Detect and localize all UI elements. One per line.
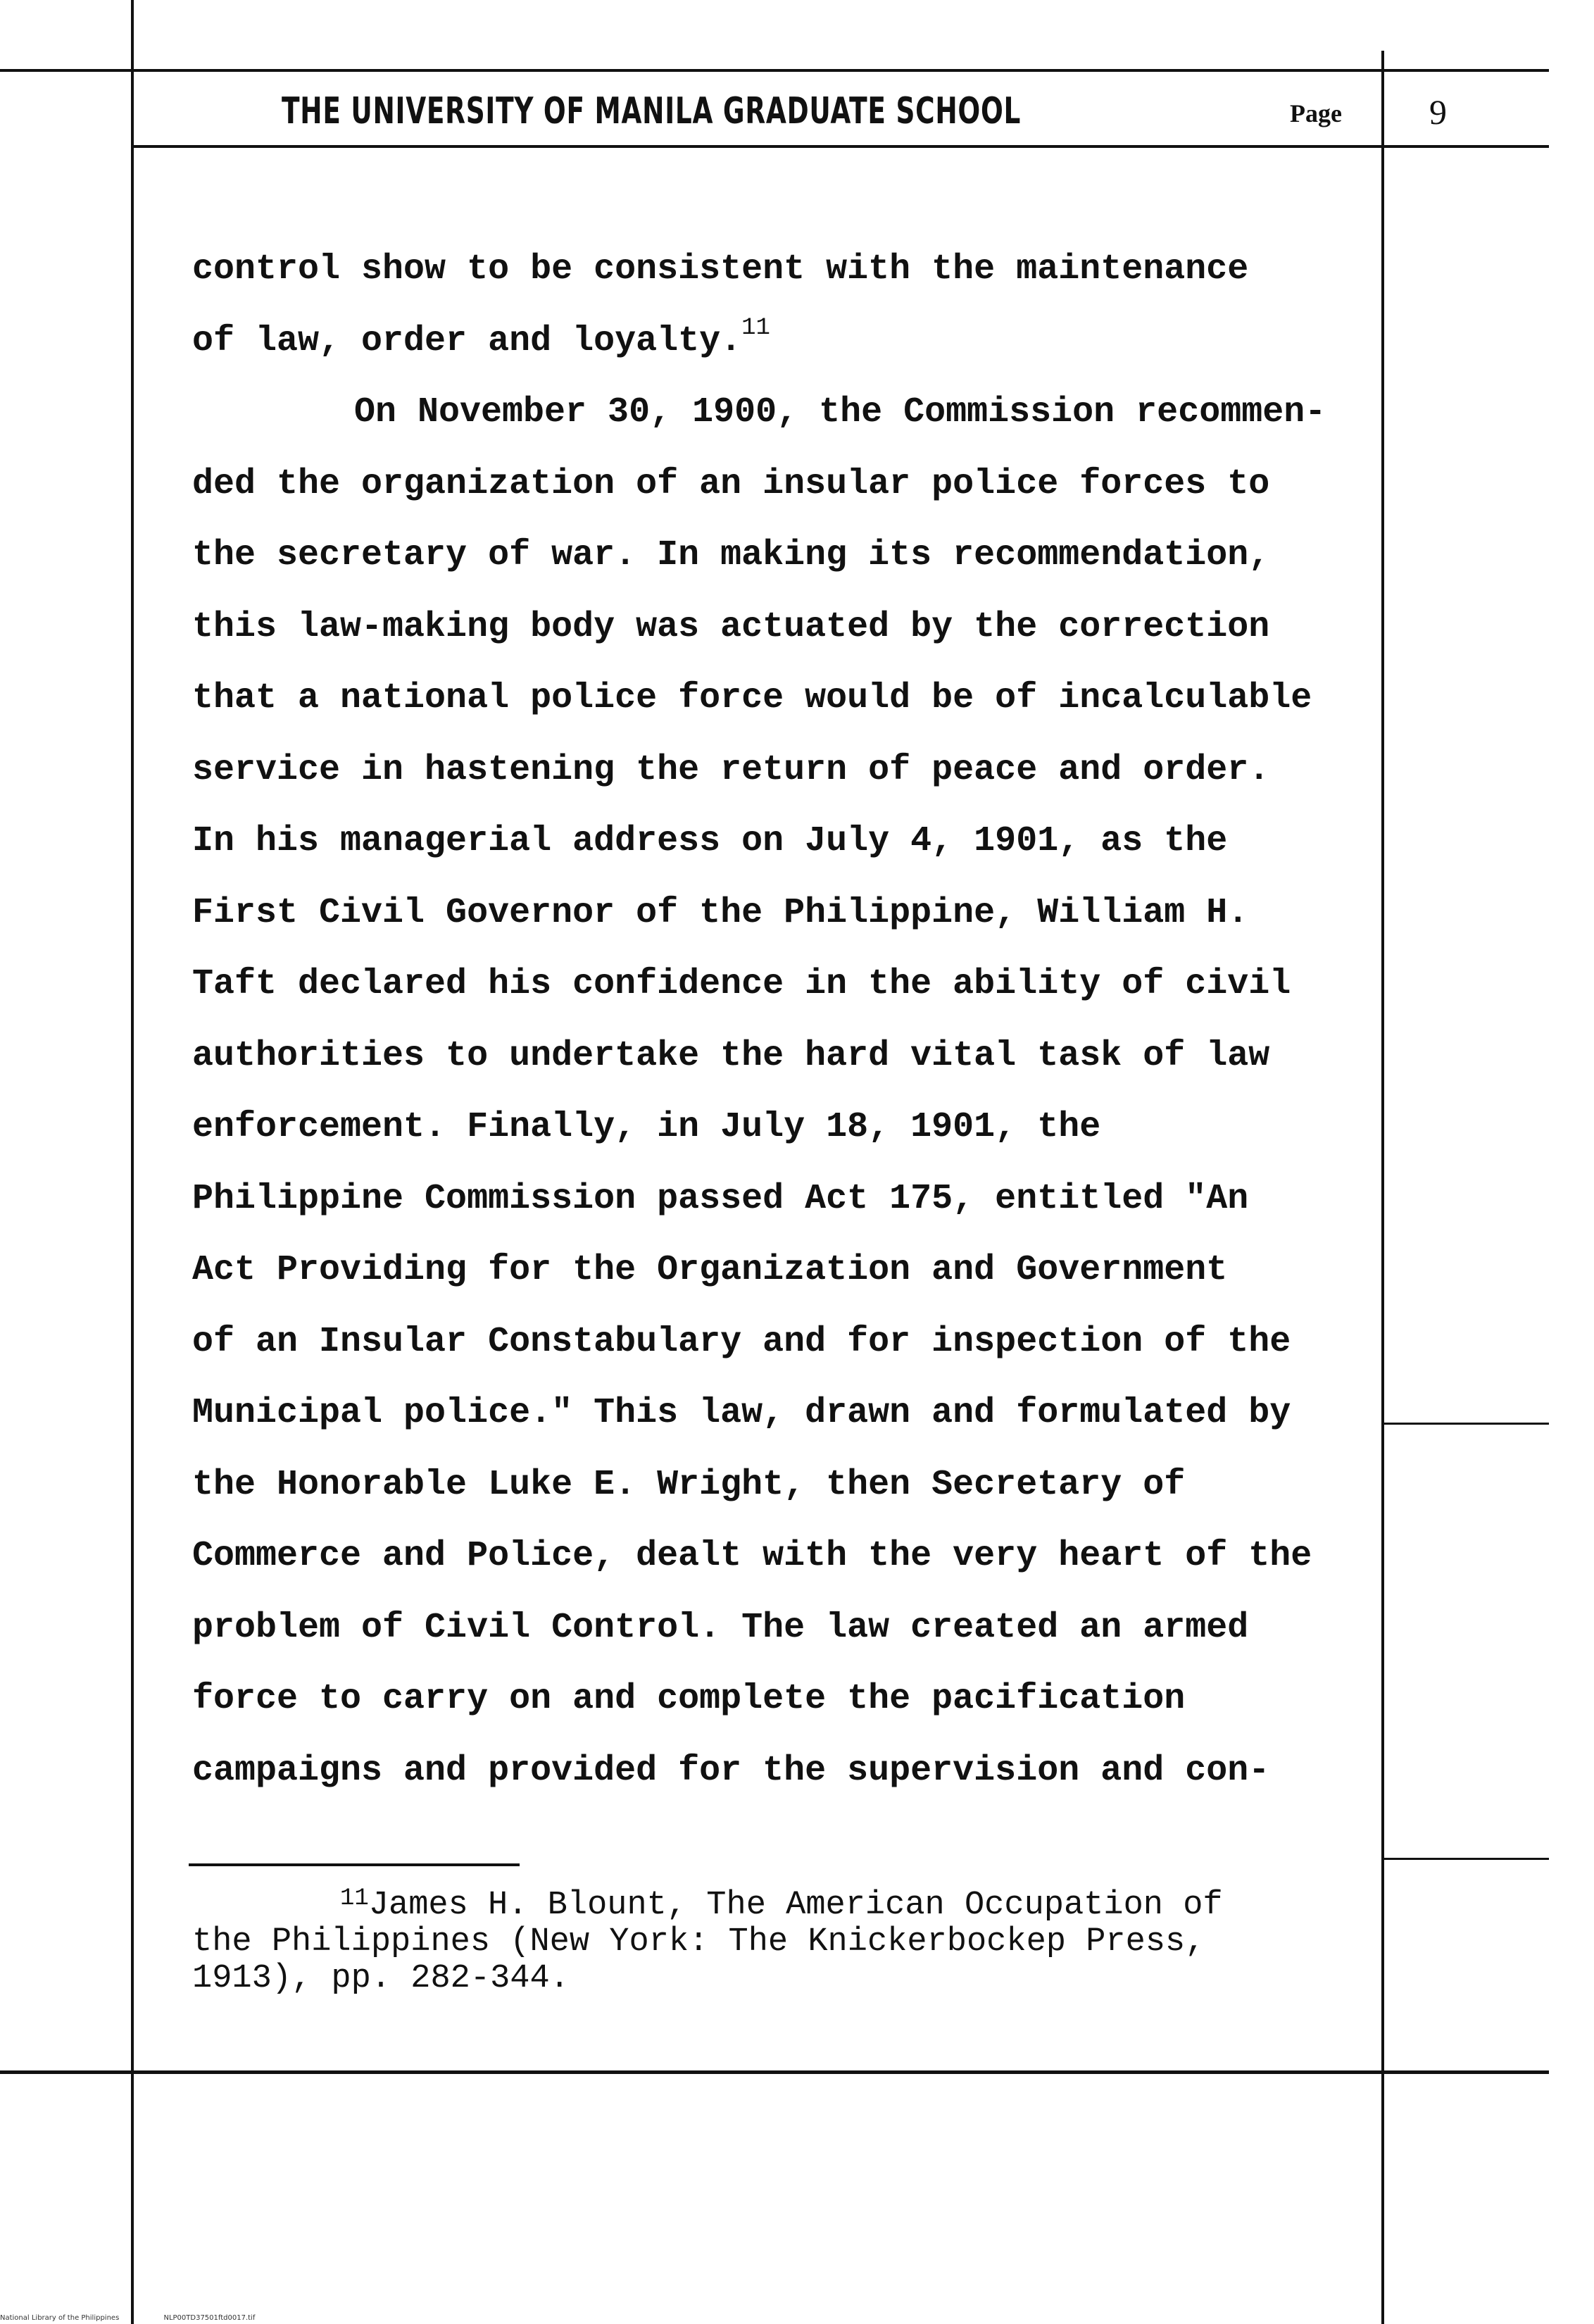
footnote-line-content: James H. Blount, The American Occupation of [368, 1887, 1223, 1924]
text-line-content: of law, order and loyalty. [192, 320, 742, 361]
archive-source: National Library of the Philippines [0, 2314, 120, 2322]
text-line: Philippine Commission passed Act 175, entitled "An [192, 1178, 1249, 1219]
text-line: problem of Civil Control. The law created an armed [192, 1607, 1249, 1648]
footnote-marker: 11 [340, 1885, 369, 1912]
text-line: enforcement. Finally, in July 18, 1901, the [192, 1107, 1101, 1147]
footnote-reference: 11 [741, 314, 770, 342]
text-line: First Civil Governor of the Philippine, William H. [192, 892, 1249, 933]
body-text [192, 234, 1389, 1806]
header-top-rule [0, 69, 1549, 72]
text-line: Commerce and Police, dealt with the very heart of the [192, 1536, 1312, 1576]
footnote-line: 1913), pp. 282-344. [192, 1960, 570, 1997]
left-margin-rule [131, 0, 134, 2324]
archive-caption [0, 2314, 297, 2322]
page-label: Page [1290, 99, 1342, 127]
text-line: the secretary of war. In making its recommendation, [192, 535, 1270, 575]
text-line: that a national police force would be of incalculable [192, 678, 1312, 718]
text-line: In his managerial address on July 4, 1901, as the [192, 821, 1228, 861]
footnote-line [192, 1887, 1361, 1924]
text-line: campaigns and provided for the supervision and con- [192, 1750, 1270, 1791]
text-line: ded the organization of an insular police forces to [192, 463, 1270, 504]
archive-file: NLP00TD37501ftd0017.tif [163, 2314, 256, 2322]
footnote-line: the Philippines (New York: The Knickerbockep Press, [192, 1923, 1205, 1961]
text-line [192, 306, 1389, 377]
page-bottom-rule [0, 2070, 1549, 2074]
footnote-separator [189, 1863, 520, 1866]
text-line: Municipal police." This law, drawn and formulated by [192, 1393, 1291, 1433]
page-number: 9 [1429, 92, 1447, 132]
text-line: force to carry on and complete the pacification [192, 1679, 1186, 1719]
text-line: Taft declared his confidence in the ability of civil [192, 964, 1291, 1004]
text-line: of an Insular Constabulary and for inspection of the [192, 1321, 1291, 1362]
footnote [192, 1887, 1361, 1997]
right-margin-rule-lower [1381, 1858, 1549, 1860]
text-line: service in hastening the return of peace and order. [192, 749, 1270, 790]
page-header-title: THE UNIVERSITY OF MANILA GRADUATE SCHOOL [282, 90, 1022, 132]
right-margin-rule-upper [1381, 1423, 1549, 1425]
text-line: control show to be consistent with the maintenance [192, 249, 1249, 289]
text-line: authorities to undertake the hard vital task of law [192, 1035, 1270, 1076]
text-line: Act Providing for the Organization and Government [192, 1250, 1228, 1290]
text-line: On November 30, 1900, the Commission recommen- [354, 392, 1326, 432]
header-bottom-rule [131, 145, 1549, 148]
text-line: the Honorable Luke E. Wright, then Secretary of [192, 1464, 1186, 1505]
text-line: this law-making body was actuated by the correction [192, 606, 1270, 647]
